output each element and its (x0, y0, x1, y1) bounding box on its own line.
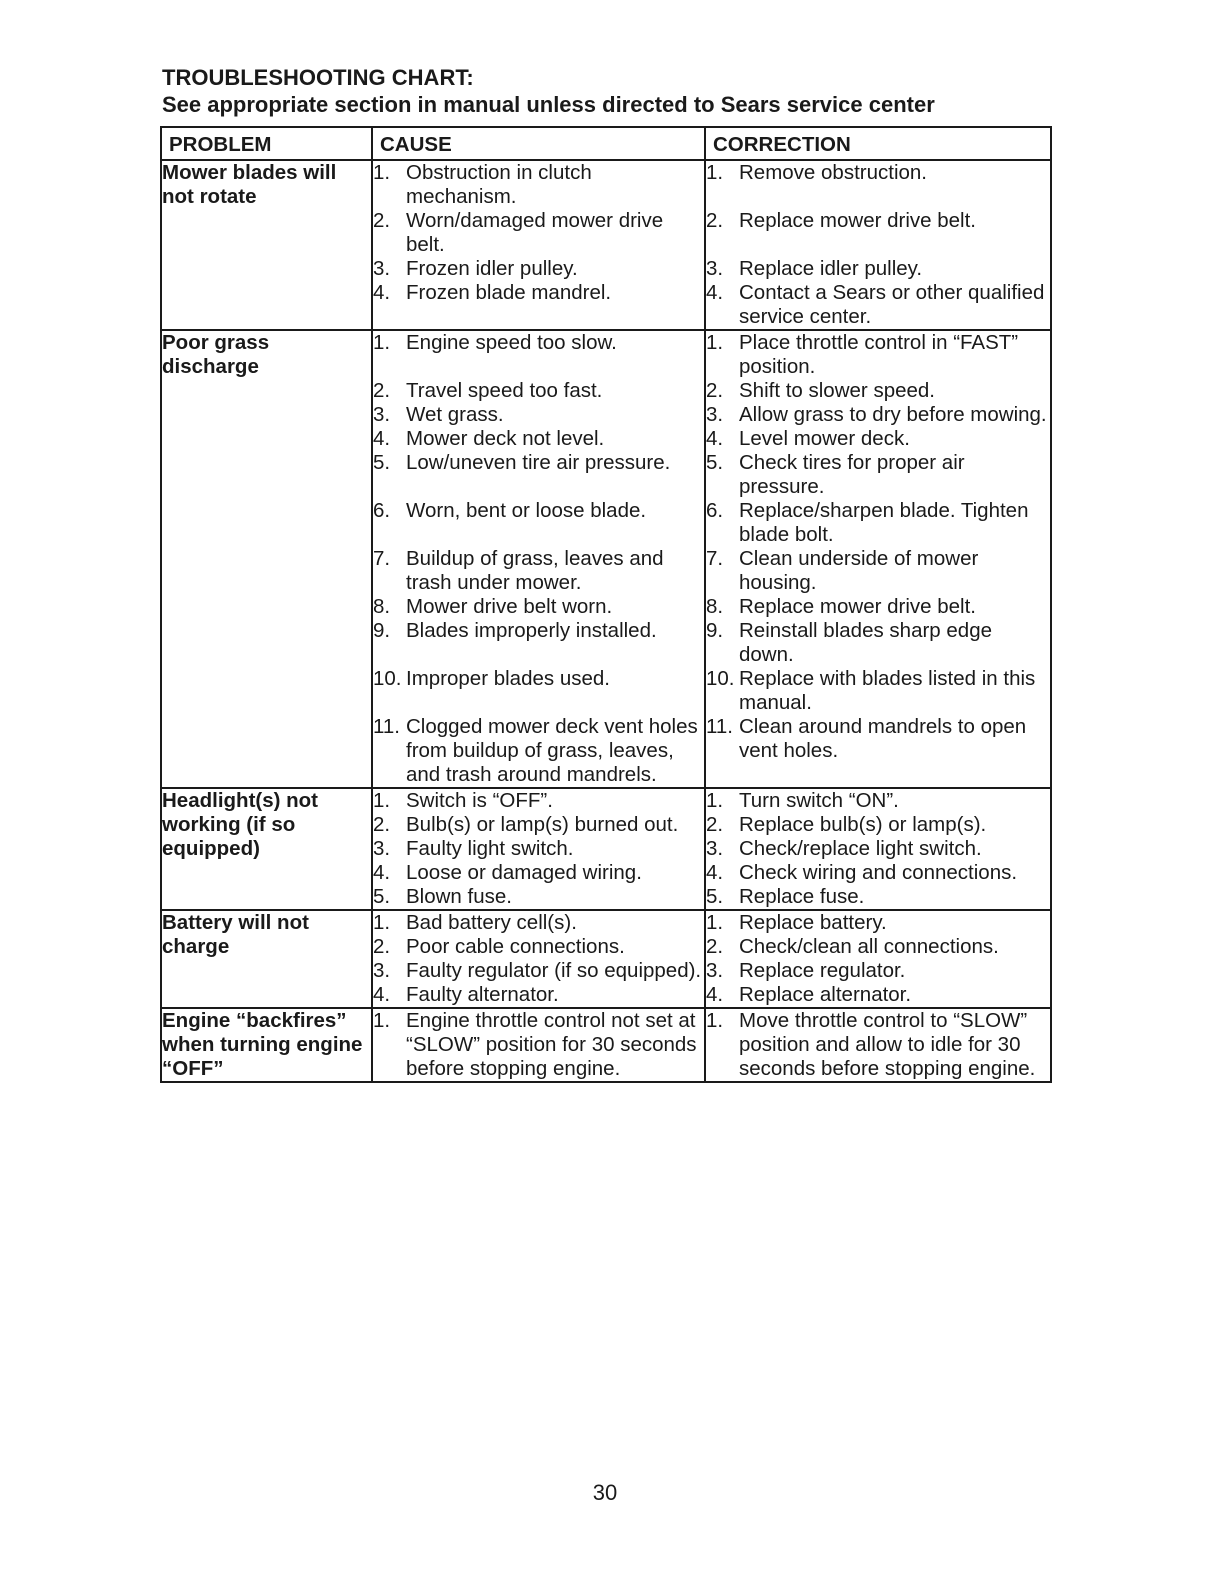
item-number: 3. (706, 837, 724, 860)
cause-item (373, 959, 704, 983)
item-text: Clogged mower deck vent holes from buildup of grass, leaves, and trash around mandrels. (406, 715, 698, 786)
cause-item (373, 451, 704, 499)
item-number: 7. (373, 547, 391, 570)
item-text: Replace alternator. (739, 983, 912, 1006)
correction-item (706, 257, 1050, 281)
item-text: Replace mower drive belt. (739, 209, 976, 232)
cause-item (373, 935, 704, 959)
correction-item (706, 331, 1050, 379)
item-number: 1. (373, 331, 391, 354)
correction-item (706, 885, 1050, 909)
item-number: 2. (373, 379, 391, 402)
table-header-row (161, 127, 1051, 160)
cause-item (373, 715, 704, 787)
cause-item (373, 257, 704, 281)
item-number: 7. (706, 547, 724, 570)
cause-item (373, 911, 704, 935)
cause-cell (372, 788, 705, 910)
item-number: 4. (373, 427, 391, 450)
item-text: Low/uneven tire air pressure. (406, 451, 671, 474)
cause-item (373, 331, 704, 379)
cause-item (373, 403, 704, 427)
correction-item (706, 619, 1050, 667)
cause-item (373, 281, 704, 329)
item-text: Travel speed too fast. (406, 379, 603, 402)
item-number: 4. (706, 861, 724, 884)
cause-item (373, 1009, 704, 1081)
correction-item (706, 715, 1050, 787)
cause-item (373, 209, 704, 257)
item-number: 4. (373, 861, 391, 884)
cause-cell (372, 910, 705, 1008)
cause-item (373, 667, 704, 715)
item-number: 6. (373, 499, 391, 522)
cause-item (373, 837, 704, 861)
item-text: Wet grass. (406, 403, 504, 426)
item-number: 4. (706, 427, 724, 450)
item-text: Loose or damaged wiring. (406, 861, 642, 884)
item-text: Reinstall blades sharp edge down. (739, 619, 992, 666)
correction-item (706, 427, 1050, 451)
correction-cell (705, 910, 1051, 1008)
item-text: Replace fuse. (739, 885, 865, 908)
item-text: Faulty regulator (if so equipped). (406, 959, 702, 982)
item-text: Engine throttle control not set at “SLOW” position for 30 seconds before stopping engine. (406, 1009, 697, 1080)
item-text: Replace battery. (739, 911, 887, 934)
item-text: Mower drive belt worn. (406, 595, 613, 618)
cause-item (373, 983, 704, 1007)
item-text: Frozen idler pulley. (406, 257, 578, 280)
cause-cell (372, 160, 705, 330)
cause-item (373, 813, 704, 837)
item-text: Check wiring and connections. (739, 861, 1018, 884)
header-correction: CORRECTION (705, 127, 1051, 160)
item-text: Buildup of grass, leaves and trash under mower. (406, 547, 664, 594)
cause-item (373, 499, 704, 547)
correction-item (706, 983, 1050, 1007)
problem-cell: Headlight(s) not working (if so equipped) (161, 788, 372, 910)
item-number: 3. (706, 959, 724, 982)
cause-item (373, 861, 704, 885)
correction-item (706, 837, 1050, 861)
problem-cell: Battery will not charge (161, 910, 372, 1008)
item-number: 8. (706, 595, 724, 618)
item-number: 2. (706, 813, 724, 836)
item-number: 5. (706, 885, 724, 908)
item-text: Shift to slower speed. (739, 379, 935, 402)
item-text: Improper blades used. (406, 667, 610, 690)
item-number: 2. (373, 209, 391, 232)
correction-cell (705, 160, 1051, 330)
header-problem: PROBLEM (161, 127, 372, 160)
table-row (161, 160, 1051, 330)
problem-cell: Engine “backfires” when turning engine “OFF” (161, 1008, 372, 1082)
correction-cell (705, 330, 1051, 788)
item-number: 11. (373, 715, 400, 738)
correction-item (706, 935, 1050, 959)
cause-item (373, 161, 704, 209)
item-text: Blown fuse. (406, 885, 512, 908)
item-text: Bulb(s) or lamp(s) burned out. (406, 813, 679, 836)
item-number: 1. (373, 789, 391, 812)
cause-item (373, 379, 704, 403)
cause-cell (372, 330, 705, 788)
correction-item (706, 789, 1050, 813)
cause-item (373, 885, 704, 909)
item-number: 2. (706, 209, 724, 232)
item-number: 3. (706, 403, 724, 426)
item-text: Poor cable connections. (406, 935, 625, 958)
item-text: Contact a Sears or other qualified service center. (739, 281, 1045, 328)
item-text: Mower deck not level. (406, 427, 605, 450)
table-body (161, 160, 1051, 1082)
correction-item (706, 861, 1050, 885)
item-text: Place throttle control in “FAST” position. (739, 331, 1019, 378)
page-subtitle: See appropriate section in manual unless directed to Sears service center (162, 92, 935, 117)
item-number: 1. (706, 161, 724, 184)
problem-cell: Mower blades will not rotate (161, 160, 372, 330)
table-row (161, 788, 1051, 910)
cause-item (373, 619, 704, 667)
item-text: Allow grass to dry before mowing. (739, 403, 1047, 426)
page-title: TROUBLESHOOTING CHART: (162, 65, 474, 90)
item-text: Move throttle control to “SLOW” position and allow to idle for 30 seconds before stopping engine. (739, 1009, 1036, 1080)
cause-item (373, 595, 704, 619)
cause-cell (372, 1008, 705, 1082)
item-number: 2. (706, 935, 724, 958)
item-number: 1. (373, 911, 391, 934)
item-number: 4. (373, 281, 391, 304)
item-text: Replace with blades listed in this manual. (739, 667, 1036, 714)
item-text: Check tires for proper air pressure. (739, 451, 965, 498)
header-cause: CAUSE (372, 127, 705, 160)
item-number: 6. (706, 499, 724, 522)
item-text: Replace idler pulley. (739, 257, 923, 280)
item-number: 2. (373, 935, 391, 958)
correction-cell (705, 1008, 1051, 1082)
cause-item (373, 427, 704, 451)
page-number: 30 (592, 1480, 618, 1505)
item-text: Replace/sharpen blade. Tighten blade bolt. (739, 499, 1029, 546)
correction-item (706, 911, 1050, 935)
item-text: Turn switch “ON”. (739, 789, 899, 812)
item-number: 1. (706, 789, 724, 812)
item-number: 4. (706, 281, 724, 304)
item-number: 3. (373, 837, 391, 860)
correction-item (706, 1009, 1050, 1081)
item-number: 3. (373, 959, 391, 982)
item-number: 1. (706, 331, 724, 354)
item-text: Replace regulator. (739, 959, 906, 982)
item-text: Faulty light switch. (406, 837, 574, 860)
table-row (161, 330, 1051, 788)
item-number: 4. (706, 983, 724, 1006)
correction-item (706, 161, 1050, 209)
item-text: Engine speed too slow. (406, 331, 617, 354)
item-text: Bad battery cell(s). (406, 911, 577, 934)
item-text: Faulty alternator. (406, 983, 559, 1006)
item-number: 9. (706, 619, 724, 642)
item-text: Clean around mandrels to open vent holes. (739, 715, 1027, 762)
item-number: 11. (706, 715, 733, 738)
correction-item (706, 959, 1050, 983)
problem-cell: Poor grass discharge (161, 330, 372, 788)
table-row (161, 1008, 1051, 1082)
item-text: Blades improperly installed. (406, 619, 657, 642)
item-text: Worn, bent or loose blade. (406, 499, 647, 522)
item-text: Frozen blade mandrel. (406, 281, 612, 304)
item-text: Switch is “OFF”. (406, 789, 553, 812)
item-number: 5. (706, 451, 724, 474)
item-text: Replace mower drive belt. (739, 595, 976, 618)
item-number: 9. (373, 619, 391, 642)
item-text: Clean underside of mower housing. (739, 547, 979, 594)
item-text: Check/replace light switch. (739, 837, 982, 860)
item-number: 1. (373, 161, 391, 184)
item-text: Check/clean all connections. (739, 935, 999, 958)
correction-item (706, 547, 1050, 595)
item-text: Remove obstruction. (739, 161, 928, 184)
item-number: 8. (373, 595, 391, 618)
item-number: 4. (373, 983, 391, 1006)
correction-item (706, 813, 1050, 837)
item-number: 3. (373, 257, 391, 280)
cause-item (373, 789, 704, 813)
correction-item (706, 379, 1050, 403)
item-number: 2. (706, 379, 724, 402)
item-number: 5. (373, 885, 391, 908)
correction-item (706, 595, 1050, 619)
item-number: 5. (373, 451, 391, 474)
correction-item (706, 281, 1050, 329)
item-number: 3. (373, 403, 391, 426)
item-number: 10. (706, 667, 735, 690)
correction-item (706, 403, 1050, 427)
item-text: Worn/damaged mower drive belt. (406, 209, 664, 256)
item-text: Replace bulb(s) or lamp(s). (739, 813, 987, 836)
correction-item (706, 451, 1050, 499)
table-row (161, 910, 1051, 1008)
correction-item (706, 209, 1050, 257)
correction-item (706, 667, 1050, 715)
cause-item (373, 547, 704, 595)
correction-cell (705, 788, 1051, 910)
item-text: Level mower deck. (739, 427, 910, 450)
item-number: 1. (706, 1009, 724, 1032)
correction-item (706, 499, 1050, 547)
troubleshooting-table (160, 126, 1052, 1083)
item-number: 2. (373, 813, 391, 836)
item-number: 10. (373, 667, 402, 690)
item-number: 3. (706, 257, 724, 280)
item-number: 1. (373, 1009, 391, 1032)
item-text: Obstruction in clutch mechanism. (406, 161, 592, 208)
item-number: 1. (706, 911, 724, 934)
